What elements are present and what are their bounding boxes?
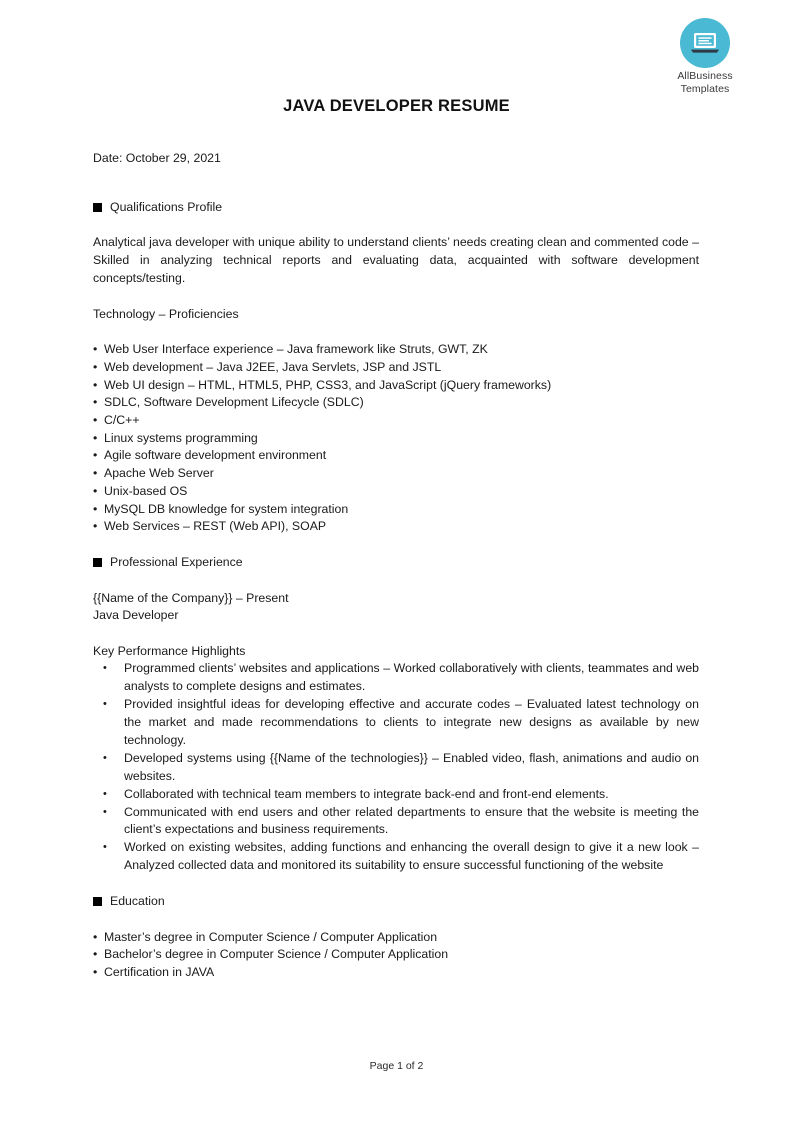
section-heading-label: Education — [110, 894, 165, 909]
logo-text-line1: AllBusiness — [677, 70, 733, 82]
technology-list — [93, 341, 699, 536]
list-item: • Programmed clients’ websites and applications – Worked collaboratively with clients, teammates and web analysts to complete designs and estimates. — [93, 660, 699, 696]
laptop-icon — [690, 31, 720, 55]
section-heading-education — [93, 893, 699, 911]
list-item: • Web Services – REST (Web API), SOAP — [93, 518, 699, 536]
section-heading-qualifications — [93, 199, 699, 217]
list-item: • C/C++ — [93, 412, 699, 430]
date-line: Date: October 29, 2021 — [93, 151, 221, 165]
page-title: JAVA DEVELOPER RESUME — [283, 97, 510, 115]
list-item: • Communicated with end users and other related departments to ensure that the website is meeting the client’s expectations and business requirements. — [93, 804, 699, 840]
list-item: • Web UI design – HTML, HTML5, PHP, CSS3, and JavaScript (jQuery frameworks) — [93, 377, 699, 395]
logo-circle — [680, 18, 730, 68]
list-item: • Unix-based OS — [93, 483, 699, 501]
square-bullet-icon — [93, 203, 102, 212]
list-item: • Provided insightful ideas for developing effective and accurate codes – Evaluated latest technology on the market and made recommendations to clients to integrate new designs as available by new technology. — [93, 696, 699, 750]
education-list — [93, 929, 699, 982]
list-item: • Worked on existing websites, adding functions and enhancing the overall design to give it a new look – Analyzed collected data and monitored its suitability to ensure successful functioning of the website — [93, 839, 699, 875]
square-bullet-icon — [93, 897, 102, 906]
logo-text-line2: Templates — [680, 82, 730, 95]
section-heading-label: Professional Experience — [110, 554, 243, 569]
qualifications-summary: Analytical java developer with unique ability to understand clients’ needs creating clean and commented code – Skilled in analyzing technical reports and evaluating data, acquainted with software development concepts/testing. — [93, 235, 699, 285]
list-item: • Web User Interface experience – Java framework like Struts, GWT, ZK — [93, 341, 699, 359]
page-footer: Page 1 of 2 — [369, 1060, 424, 1072]
list-item: • Web development – Java J2EE, Java Servlets, JSP and JSTL — [93, 359, 699, 377]
company-line: {{Name of the Company}} – Present — [93, 590, 289, 605]
section-heading-experience — [93, 554, 699, 572]
section-heading-label: Qualifications Profile — [110, 199, 223, 214]
list-item: • Bachelor’s degree in Computer Science / Computer Application — [93, 946, 699, 964]
list-item: • Certification in JAVA — [93, 964, 699, 982]
list-item: • Linux systems programming — [93, 430, 699, 448]
list-item: • Master’s degree in Computer Science / Computer Application — [93, 929, 699, 947]
list-item: • Collaborated with technical team members to integrate back-end and front-end elements. — [93, 786, 699, 804]
list-item: • MySQL DB knowledge for system integration — [93, 501, 699, 519]
list-item: • Apache Web Server — [93, 465, 699, 483]
allbusiness-templates-logo — [659, 18, 751, 95]
experience-highlights-list — [93, 660, 699, 875]
document-body — [93, 150, 699, 982]
list-item: • SDLC, Software Development Lifecycle (SDLC) — [93, 394, 699, 412]
list-item: • Developed systems using {{Name of the technologies}} – Enabled video, flash, animations and audio on websites. — [93, 750, 699, 786]
list-item: • Agile software development environment — [93, 447, 699, 465]
key-performance-highlights-heading: Key Performance Highlights — [93, 643, 246, 658]
square-bullet-icon — [93, 558, 102, 567]
job-title: Java Developer — [93, 608, 179, 623]
technology-proficiencies-heading: Technology – Proficiencies — [93, 306, 239, 321]
